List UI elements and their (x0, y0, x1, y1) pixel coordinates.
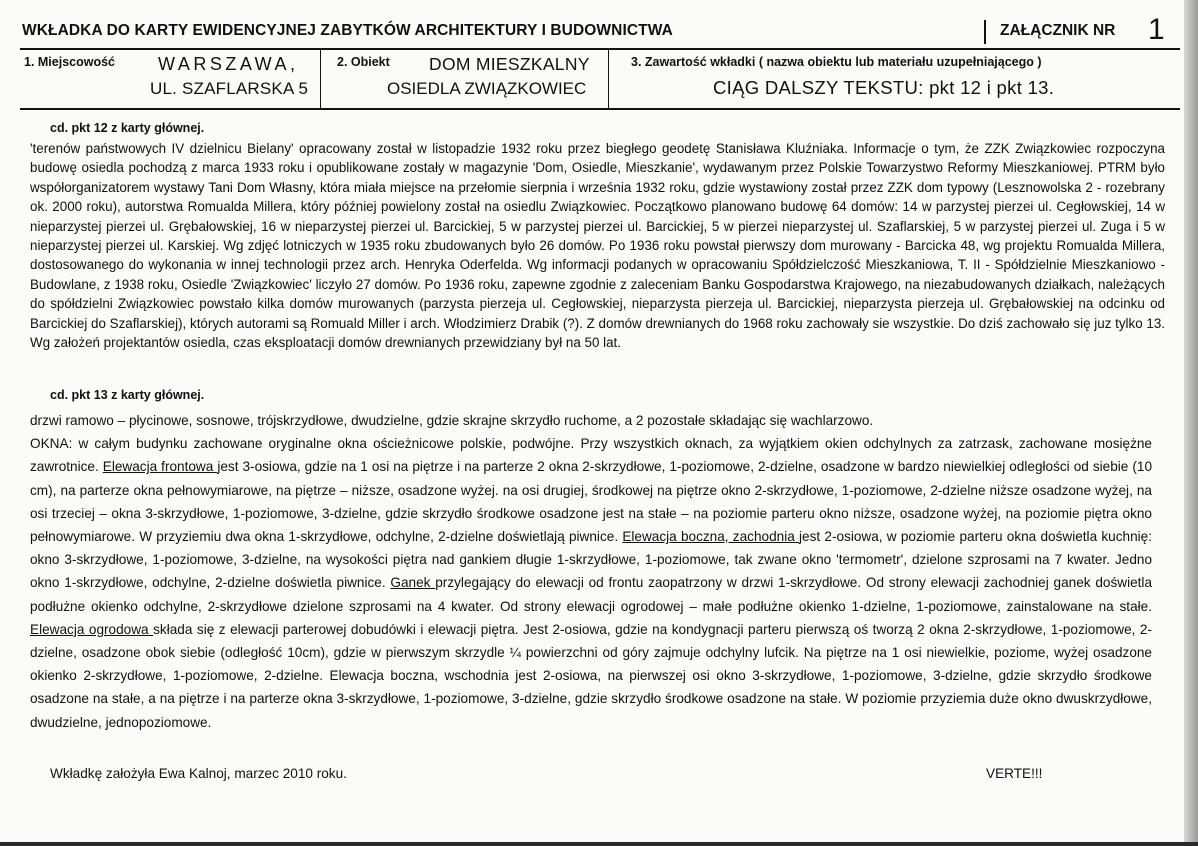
info-row (20, 50, 1180, 110)
section13-windows-intro: OKNA: w całym budynku zachowane oryginalne okna ościeżnicowe polskie, podwójne. Przy wszystkich oknach, za wyjątkiem okien odchylnych za zatrzask, zachowane mosiężne zawrotnice. (30, 436, 1152, 475)
garden-elevation-text: składa się z elewacji parterowej dobudówki i elewacji piętra. Jest 2-osiowa, gdzie na kondygnacji parteru pierwszą oś tworzą 2 okna 2-skrzydłowe, 1-poziomowe, 2-dzielne, osadzone obok siebie (odległość 10cm), gdzie w pierwszym skrzydle ¼ powierzchni od góry zajmuje odchylny lufcik. Na piętrze na 1 osi niewielkie, poziome, wyżej osadzone okienko 2-skrzydłowe, 1-poziomowe, 2-dzielne. Elewacja boczna, wschodnia jest 2-osiowa, na pierwszej osi okno 3-skrzydłowe, 1-poziomowe, 3-dzielne, gdzie skrzydło środkowe osadzone na stałe, a na piętrze i na parterze okna 3-skrzydłowe, 1-poziomowe, 3-dzielne, gdzie skrzydło środkowe osadzone na stałe. W poziomie przyziemia duże okno dwuskrzydłowe, dwudzielne, jednopoziomowe. (30, 621, 1152, 730)
west-elevation-text: jest 2-osiowa, w poziomie parteru okna doświetla kuchnię: okno 3-skrzydłowe, 1-poziomowe, 3-dzielne, na wysokości piętra nad gankiem długie 1-skrzydłowe, 1-poziomowe, tak zwane okno 'termometr', dzielone szprosami na 7 kwater. Jedno okno 1-skrzydłowe, odchylne, 2-dzielne doświetla piwnice. (30, 529, 1152, 591)
porch-text: przylegający do elewacji od frontu zaopatrzony w drzwi 1-skrzydłowe. Od strony elewacji zachodniej ganek doświetla podłużne okienko odchylne, 2-skrzydłowe dzielone szprosami na 4 kwater. Od strony elewacji ogrodowej – małe podłużne okienko 1-dzielne, 1-poziomowe, zainstalowane na stałe. (30, 575, 1153, 614)
appendix-number: 1 (1148, 13, 1165, 46)
front-elevation-text: jest 3-osiowa, gdzie na 1 osi na piętrze i na parterze 2 okna 2-skrzydłowe, 1-poziomowe, 2-dzielne, osadzone w bardzo niewielkiej odległości od siebie (10 cm), na parterze okna pełnowymiarowe, na piętrze – niższe, osadzone wyżej. na osi drugiej, środkowej na piętrze okno 2-skrzydłowe, 1-poziomowe, 2-dzielne niższe osadzone wyżej, na osi trzeciej – okna 3-skrzydłowe, 1-poziomowe, 3-dzielne, gdzie skrzydło środkowe osadzone jest na stałe – na poziomie parteru okno niższe, osadzone wyżej, na poziomie piętra okno pełnowymiarowe. W przyziemiu dwa okna 1-skrzydłowe, odchylne, 2-dzielne doświetlają piwnice. (30, 459, 1153, 545)
header (20, 14, 1180, 46)
object-line1: DOM MIESZKALNY (429, 54, 590, 74)
section13-text (30, 409, 1152, 734)
section13-heading: cd. pkt 13 z karty głównej. (50, 388, 205, 402)
object-line2: OSIEDLA ZWIĄZKOWIEC (387, 79, 587, 98)
locality-label: 1. Miejscowość (24, 55, 116, 69)
header-divider (984, 20, 986, 44)
contents-label: 3. Zawartość wkładki ( nazwa obiektu lub materiału uzupełniającego ) (631, 55, 1042, 69)
porch-term: Ganek (390, 575, 436, 591)
locality-city: WARSZAWA, (158, 54, 299, 74)
object-label: 2. Obiekt (337, 55, 390, 69)
west-elevation-term: Elewacja boczna, zachodnia (622, 529, 799, 545)
garden-elevation-term: Elewacja ogrodowa (30, 621, 154, 637)
verte-note: VERTE!!! (986, 766, 1043, 781)
contents-text: CIĄG DALSZY TEKSTU: pkt 12 i pkt 13. (713, 77, 1055, 98)
info-rule (20, 108, 1180, 110)
appendix-label: ZAŁĄCZNIK NR (1000, 22, 1116, 39)
object-box (320, 50, 609, 108)
front-elevation-term: Elewacja frontowa (102, 459, 218, 475)
author-note: Wkładkę założyła Ewa Kalnoj, marzec 2010 roku. (50, 766, 347, 781)
contents-box (608, 50, 1179, 108)
section12-heading: cd. pkt 12 z karty głównej. (50, 121, 205, 135)
section13-doors: drzwi ramowo – płycinowe, sosnowe, trójskrzydłowe, dwudzielne, gdzie skrajne skrzydło ruchome, a 2 pozostałe składając się wachlarzowo. (30, 413, 874, 428)
scan-edge-bottom (0, 842, 1198, 846)
document-title: WKŁADKA DO KARTY EWIDENCYJNEJ ZABYTKÓW ARCHITEKTURY I BUDOWNICTWA (22, 22, 673, 39)
locality-street: UL. SZAFLARSKA 5 (150, 79, 309, 98)
scan-edge-right (1184, 0, 1198, 846)
section12-text: 'terenów państwowych IV dzielnicu Bielany' opracowany został w listopadzie 1932 roku przez biegłego geodetę Stanisława Kluźniaka. Informacje o tym, że ZZK Związkowiec rozpoczyna budowę osiedla pochodzą z marca 1933 roku i opublikowane zostały w magazynie 'Dom, Osiedle, Mieszkanie', wydawanym przez Polskie Towarzystwo Reformy Mieszkaniowej. PTRM było współorganizatorem wystawy Tani Dom Własny, która miała miejsce na przełomie sierpnia i września 1932 roku, gdzie wystawiony został przez ZZK dom typowy (Lesznowolska 2 - rozebrany ok. 2000 roku), autorstwa Romualda Millera, który później powielony został na osiedlu Związkowiec. Początkowo planowano budowę 64 domów: 14 w parzystej pierzei ul. Cegłowskiej, 14 w nieparzystej pierzei ul. Grębałowskiej, 16 w nieparzystej pierzei ul. Barcickiej, 5 w parzystej pierzei ul. Barcickiej, 5 w pierzei nieparzystej ul. Szaflarskiej, 5 w parzystej pierzei ul. Zuga i 5 w nieparzystej pierzei ul. Karskiej. Wg zdjęć lotniczych w 1935 roku zbudowanych było 26 domów. Po 1936 roku powstał pierwszy dom murowany - Barcicka 48, wg projektu Romualda Millera, dostosowanego do wykonania w innej technologii przez arch. Henryka Oderfelda. Wg informacji podanych w opracowaniu Spółdzielczość Mieszkaniowa, T. II - Spółdzielnie Mieszkaniowo - Budowlane, z 1938 roku, Osiedle 'Związkowiec' liczyło 27 domów. Po 1936 roku, zapewne zgodnie z zaleceniam Banku Gospodarstwa Krajowego, na niezabudowanych działkach, należących do spółdzielni Związkowiec powstało kilka domów murowanych (parzysta pierzeja ul. Cegłowskiej, nieparzysta pierzeja ul. Barcickiej, nieparzysta pierzeja ul. Grębałowskiej na odcinku od Barcickiej do Szaflarskiej), których autorami są Romuald Miller i arch. Włodzimierz Drabik (?). Z domów drewnianych do 1968 roku zachowały sie wszystkie. Do dziś zachowało się juz tylko 13. Wg założeń projektantów osiedla, czas eksploatacji domów drewnianych przewidziany był na 50 lat. (30, 141, 1165, 351)
locality-box (20, 50, 320, 108)
